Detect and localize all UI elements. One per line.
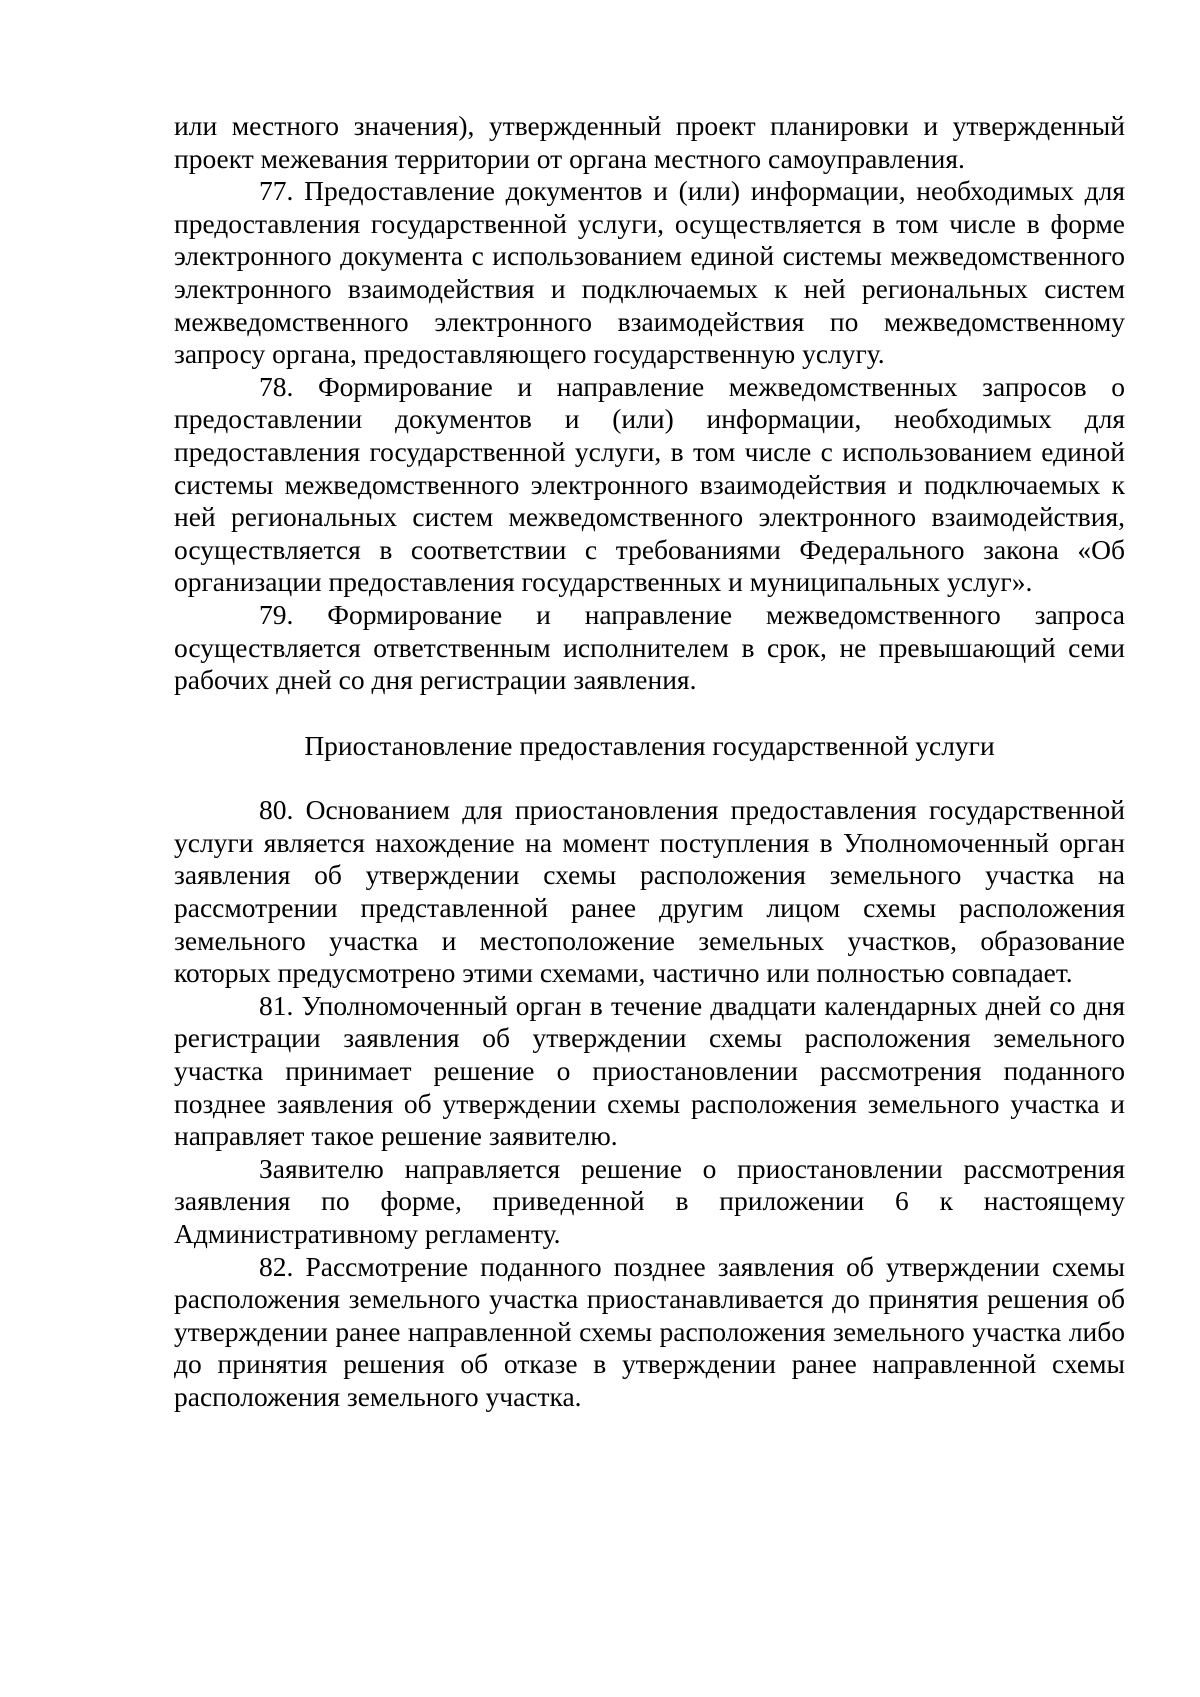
paragraph-77: 77. Предоставление документов и (или) информации, необходимых для предоставления государственной услуги, осуществляется в том числе в форме электронного документа с использованием единой системы межведомственного электронного взаимодействия и подключаемых к ней региональных систем межведомственного электронного взаимодействия по межведомственному запросу органа, предоставляющего государственную услугу. <box>174 175 1125 370</box>
paragraph-80: 80. Основанием для приостановления предоставления государственной услуги является нахождение на момент поступления в Уполномоченный орган заявления об утверждении схемы расположения земельного участка на рассмотрении представленной ранее другим лицом схемы расположения земельного участка и местоположение земельных участков, образование которых предусмотрено этими схемами, частично или полностью совпадает. <box>174 794 1125 989</box>
paragraph-79: 79. Формирование и направление межведомственного запроса осуществляется ответственным исполнителем в срок, не превышающий семи рабочих дней со дня регистрации заявления. <box>174 598 1125 696</box>
section-heading: Приостановление предоставления государственной услуги <box>304 729 995 761</box>
paragraph-82: 82. Рассмотрение поданного позднее заявления об утверждении схемы расположения земельного участка приостанавливается до принятия решения об утверждении ранее направленной схемы расположения земельного участка либо до принятия решения об отказе в утверждении ранее направленной схемы расположения земельного участка. <box>174 1250 1125 1412</box>
paragraph-continuation: или местного значения), утвержденный проект планировки и утвержденный проект межевания территории от органа местного самоуправления. <box>174 110 1125 174</box>
paragraph-81: 81. Уполномоченный орган в течение двадцати календарных дней со дня регистрации заявления об утверждении схемы расположения земельного участка принимает решение о приостановлении рассмотрения поданного позднее заявления об утверждении схемы расположения земельного участка и направляет такое решение заявителю. <box>174 989 1125 1152</box>
paragraph-81-notice: Заявителю направляется решение о приостановлении рассмотрения заявления по форме, приведенной в приложении 6 к настоящему Административному регламенту. <box>174 1152 1125 1249</box>
paragraph-78: 78. Формирование и направление межведомственных запросов о предоставлении документов и (или) информации, необходимых для предоставления государственной услуги, в том числе с использованием единой системы межведомственного электронного взаимодействия и подключаемых к ней региональных систем межведомственного электронного взаимодействия, осуществляется в соответствии с требованиями Федерального закона «Об организации предоставления государственных и муниципальных услуг». <box>174 370 1125 598</box>
document-body <box>174 110 1125 1414</box>
